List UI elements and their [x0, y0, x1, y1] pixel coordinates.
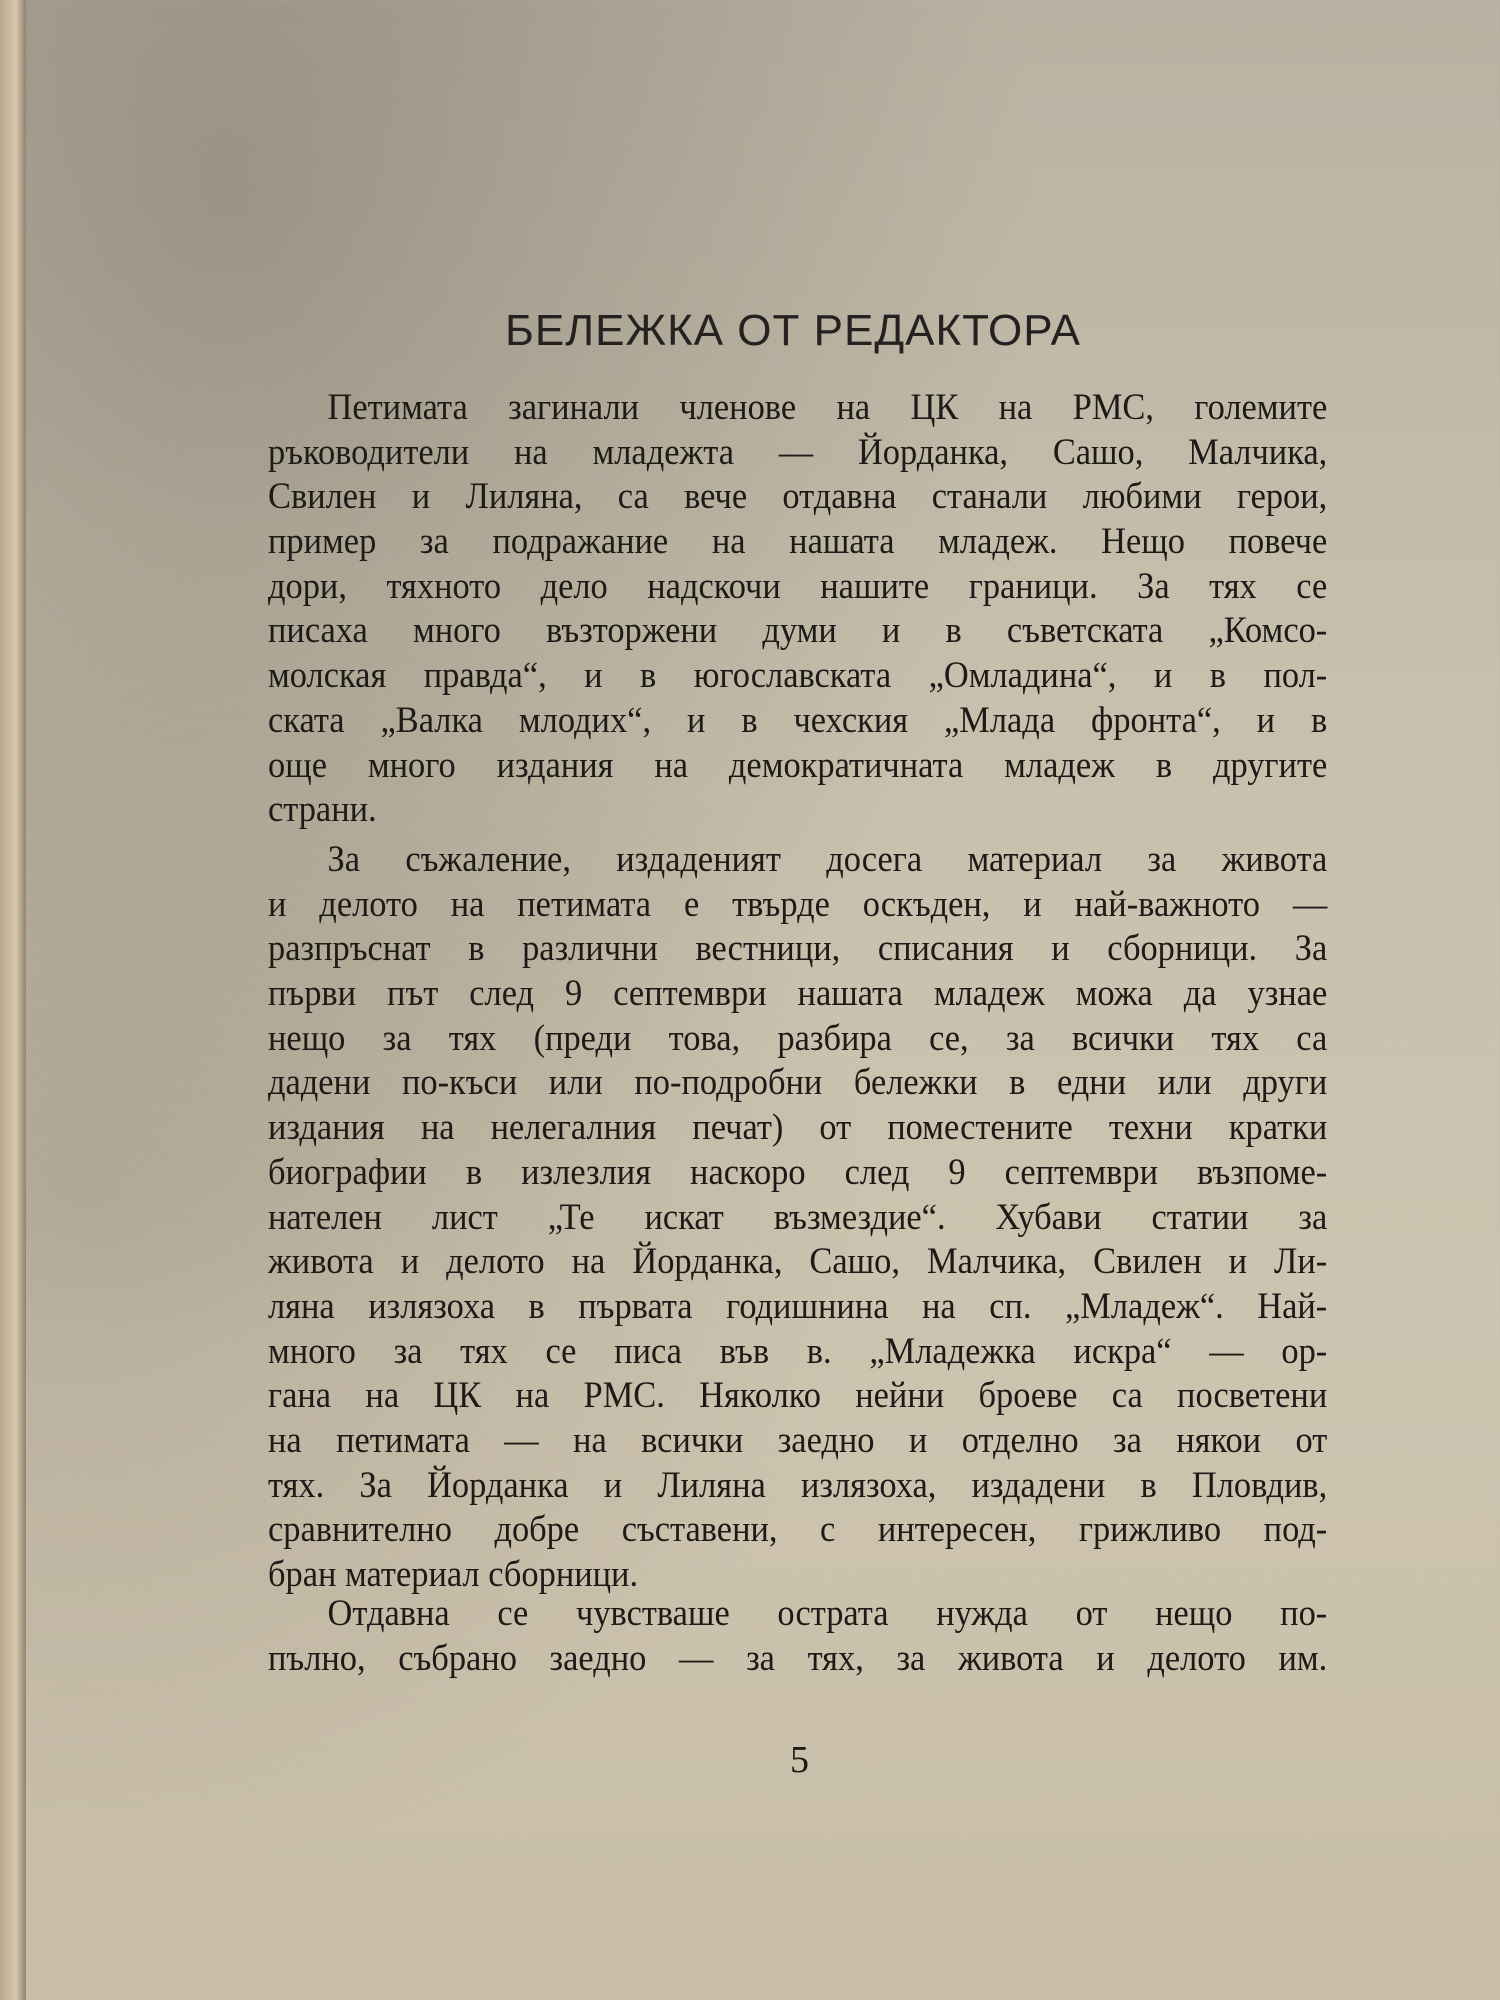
- text-line: ръководители на младежта — Йорданка, Сашо, Малчика,: [268, 431, 1328, 473]
- text-line: Петимата загинали членове на ЦК на РМС, големите: [327, 387, 1328, 428]
- text-line: разпръснат в различни вестници, списания и сборници. За: [268, 928, 1328, 970]
- text-line: издания на нелегалния печат) от поместените техни кратки: [268, 1107, 1328, 1149]
- page-number: 5: [790, 1739, 809, 1781]
- paragraph-2: [268, 838, 1327, 1598]
- page-edge: [0, 0, 26, 2000]
- text-line: гана на ЦК на РМС. Няколко нейни броеве са посветени: [268, 1375, 1328, 1417]
- text-line: пълно, събрано заедно — за тях, за живота и делото им.: [268, 1637, 1328, 1679]
- text-line: нещо за тях (преди това, разбира се, за всички тях са: [268, 1017, 1328, 1059]
- text-line: Свилен и Лиляна, са вече отдавна станали любими герои,: [268, 476, 1328, 518]
- text-line: първи път след 9 септември нашата младеж можа да узнае: [268, 973, 1328, 1015]
- text-line: сравнително добре съставени, с интересен, грижливо под-: [268, 1509, 1328, 1551]
- text-line: биографии в излезлия наскоро след 9 септември възпоме-: [268, 1151, 1328, 1193]
- text-line: молская правда“, и в югославската „Омладина“, и в пол-: [268, 655, 1328, 697]
- text-line: тях. За Йорданка и Лиляна излязоха, издадени в Пловдив,: [268, 1464, 1328, 1506]
- paragraph-1: [268, 386, 1327, 833]
- text-line: на петимата — на всички заедно и отделно за някои от: [268, 1419, 1328, 1461]
- text-line: дадени по-къси или по-подробни бележки в едни или други: [268, 1062, 1328, 1104]
- text-line: много за тях се писа във в. „Младежка искра“ — ор-: [268, 1330, 1328, 1372]
- text-line: бран материал сборници.: [268, 1554, 639, 1595]
- paragraph-3: [268, 1592, 1327, 1681]
- text-line: живота и делото на Йорданка, Сашо, Малчика, Свилен и Ли-: [268, 1241, 1328, 1283]
- text-line: ляна излязоха в първата годишнина на сп. „Младеж“. Най-: [268, 1285, 1328, 1327]
- text-line: и делото на петимата е твърде оскъден, и най-важното —: [268, 883, 1328, 925]
- text-line: За съжаление, издаденият досега материал за живота: [327, 839, 1328, 880]
- text-line: Отдавна се чувстваше острата нужда от нещо по-: [327, 1593, 1328, 1634]
- text-line: дори, тяхното дело надскочи нашите граници. За тях се: [268, 565, 1328, 607]
- text-line: ската „Валка млодих“, и в чехския „Млада фронта“, и в: [268, 699, 1328, 741]
- page-heading: БЕЛЕЖКА ОТ РЕДАКТОРА: [505, 306, 1081, 355]
- text-line: нателен лист „Те искат възмездие“. Хубави статии за: [268, 1196, 1328, 1238]
- text-line: страни.: [268, 789, 377, 831]
- text-line: още много издания на демократичната младеж в другите: [268, 744, 1328, 786]
- text-line: пример за подражание на нашата младеж. Нещо повече: [268, 521, 1328, 563]
- text-line: писаха много възторжени думи и в съветската „Комсо-: [268, 610, 1328, 652]
